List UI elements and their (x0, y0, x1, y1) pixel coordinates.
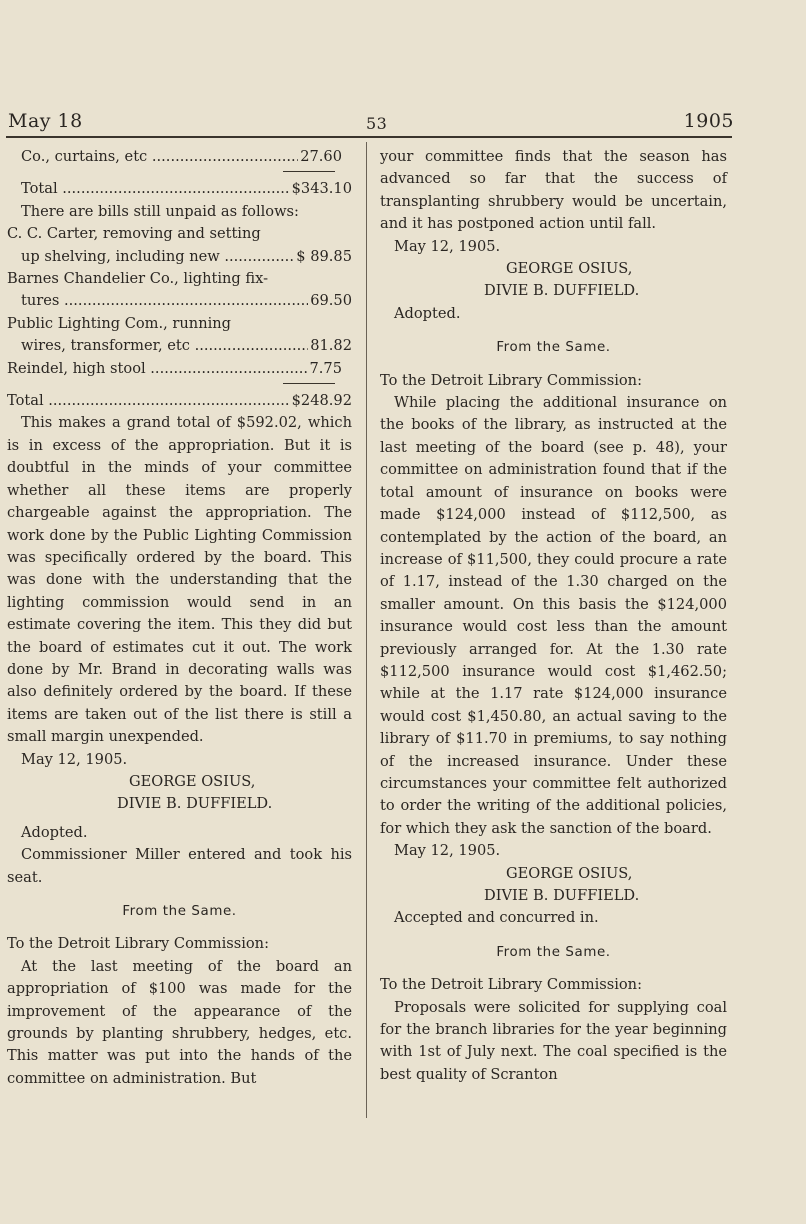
report-date-2: May 12, 1905. (394, 842, 501, 860)
paragraph-shrubbery: At the last meeting of the board an appropriation of $100 was made for the improvement of the appearance of the grounds by planting shrubbery, hedges, etc. This matter was put into the hands of the committee on administration. But (7, 957, 352, 1087)
signature-osius: GEORGE OSIUS, (129, 772, 256, 790)
paragraph-coal: Proposals were solicited for supplying coal for the branch libraries for the year beginning with 1st of July next. The coal specified is the best quality of Scranton (380, 998, 727, 1083)
item-label-carter: C. C. Carter, removing and setting (7, 225, 261, 243)
paragraph-miller: Commissioner Miller entered and took his seat. (7, 846, 352, 886)
section-heading-coal: From the Same. (496, 944, 611, 960)
signature-osius-2: GEORGE OSIUS, (506, 864, 633, 882)
subtotal-rule (283, 171, 335, 172)
signature-duffield-2: DIVIE B. DUFFIELD. (484, 887, 640, 904)
page-number: 53 (366, 114, 388, 133)
item-label-barnes: Barnes Chandelier Co., lighting fix- (7, 270, 269, 288)
total-row-1: Total ..... $343.10 (7, 178, 352, 200)
paragraph-shrubbery-cont: your committee finds that the season has advanced so far that the success of transplanting shrubbery would be uncertain, and it has postponed action until fall. (380, 148, 727, 233)
section-heading: From the Same. (122, 904, 237, 919)
left-column (7, 146, 352, 1090)
adopted-note-right: Adopted. (394, 304, 461, 322)
item-label-lighting: Public Lighting Com., running (7, 314, 232, 332)
paragraph-insurance: While placing the additional insurance on the books of the library, as instructed at the last meeting of the board (see p. 48), your committee on administration found that if the total amount of insurance on books were made $124,000 instead of $112,500, as contemplated by the action of the board, an increase of $11,500, they could procure a rate of 1.17, instead of the 1.30 charged on the smaller amount. On this basis the $124,000 insurance would cost less than the amount previously arranged for. At the 1.30 rate $112,500 insurance would cost $1,462.50; while at the 1.17 rate $124,000 insurance would cost $1,450.80, an actual saving to the library of $11.70 in premiums, to say nothing of the increased insurance. Under these circumstances your committee felt authorized to order the writing of the additional policies, for which they ask the sanction of the board. (380, 394, 727, 837)
section-heading-insurance: From the Same. (496, 340, 611, 356)
accepted-note: Accepted and concurred in. (394, 909, 599, 927)
salutation-coal: To the Detroit Library Commission: (380, 976, 642, 994)
item-row-carter: up shelving, including new ..... $ 89.85 (7, 246, 352, 268)
header-rule (6, 136, 732, 138)
signature-duffield: DIVIE B. DUFFIELD. (117, 795, 273, 813)
column-divider (366, 142, 367, 1118)
total-row-2: Total ..... $248.92 (7, 390, 352, 412)
report-date: May 12, 1905. (21, 750, 128, 768)
report-date-1: May 12, 1905. (394, 237, 501, 255)
salutation: To the Detroit Library Commission: (7, 935, 269, 953)
adopted-note: Adopted. (21, 823, 88, 841)
running-header-year: 1905 (683, 110, 734, 132)
salutation-insurance: To the Detroit Library Commission: (380, 371, 642, 389)
item-row-reindel: Reindel, high stool ..... 7.75 (7, 358, 352, 380)
signature-duffield-1: DIVIE B. DUFFIELD. (484, 282, 640, 300)
right-column (380, 146, 727, 1086)
subtotal-rule-2 (283, 383, 335, 384)
unpaid-intro: There are bills still unpaid as follows: (21, 202, 299, 220)
item-row-lighting: wires, transformer, etc ..... 81.82 (7, 335, 352, 357)
line-item-curtains: Co., curtains, etc ..... 27.60 (7, 146, 352, 168)
signature-osius-1: GEORGE OSIUS, (506, 260, 633, 278)
running-header-date: May 18 (8, 110, 83, 132)
paragraph-grand-total: This makes a grand total of $592.02, which is in excess of the appropriation. But it is doubtful in the minds of your committee whether all these items are properly chargeable against the appropriation. The work done by the Public Lighting Commission was specifically ordered by the board. This was done with the understanding that the lighting commission would send in an estimate covering the item. This they did but the board of estimates cut it out. The work done by Mr. Brand in decorating walls was also definitely ordered by the board. If these items are taken out of the list there is still a small margin unexpended. (7, 414, 352, 746)
item-row-barnes: tures ..... 69.50 (7, 290, 352, 312)
